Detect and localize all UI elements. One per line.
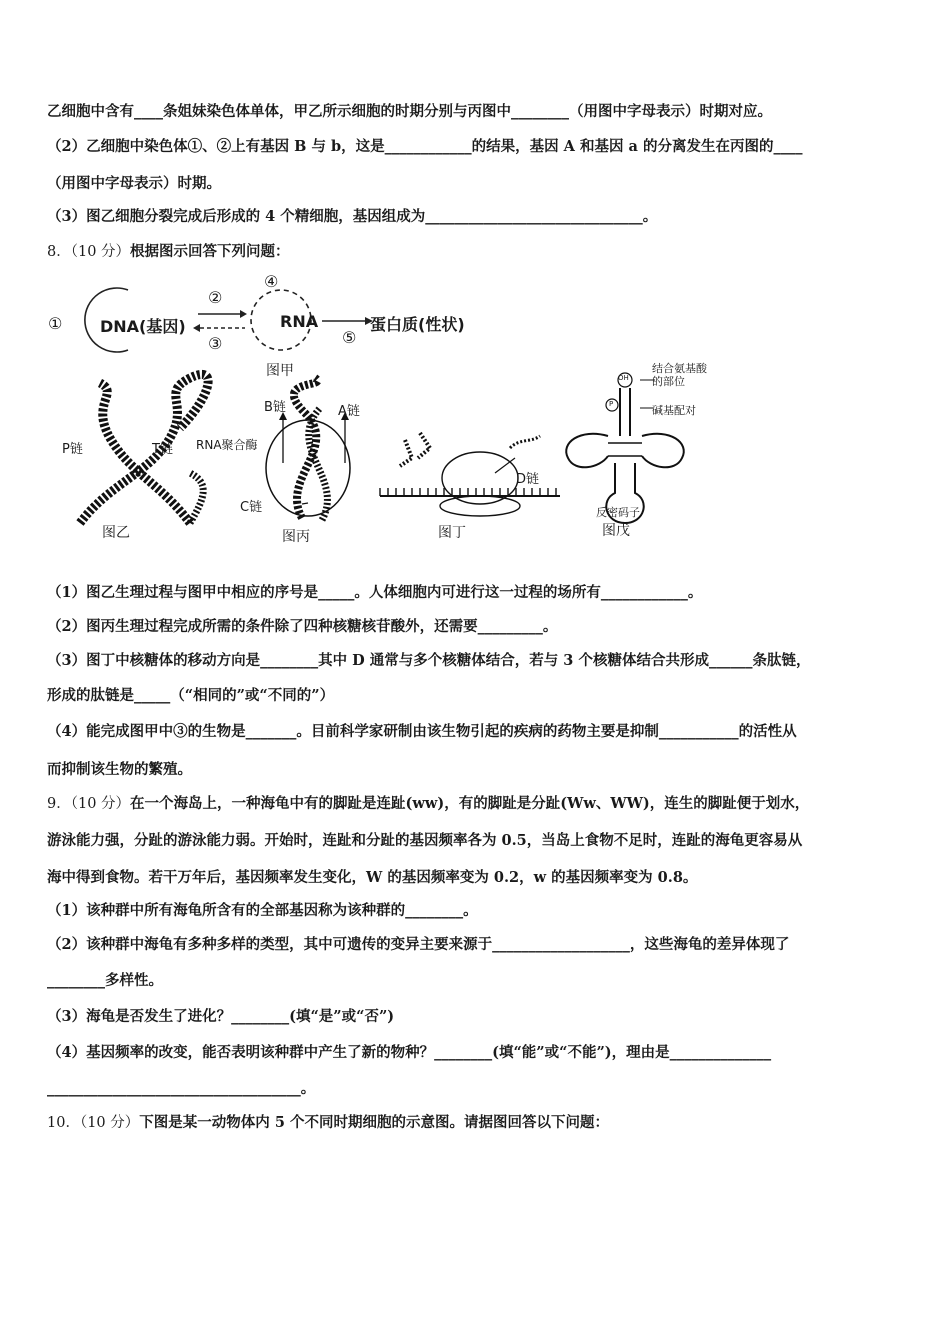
label-dna-gene: DNA(基因) xyxy=(100,317,186,336)
label-p-chain: P链 xyxy=(62,442,83,457)
label-anticodon: 反密码子 xyxy=(596,506,640,519)
text-line: （3）海龟是否发生了进化？________(填“是”或“否”) xyxy=(47,1008,395,1025)
text-line: （2）图丙生理过程完成所需的条件除了四种核糖核苷酸外，还需要_________。 xyxy=(47,618,558,635)
label-oh: OH xyxy=(618,374,629,382)
biology-figure xyxy=(40,268,920,558)
label-protein-trait: 蛋白质(性状) xyxy=(370,315,465,334)
text-line: （1）图乙生理过程与图甲中相应的序号是_____。人体细胞内可进行这一过程的场所有____________。 xyxy=(47,584,703,601)
text-line: （3）图乙细胞分裂完成后形成的 4 个精细胞，基因组成为______________________________。 xyxy=(47,208,658,225)
text-line: 游泳能力强，分趾的游泳能力弱。开始时，连趾和分趾的基因频率各为 0.5，当岛上食物不足时，连趾的海龟更容易从 xyxy=(47,832,803,849)
label-rna-polymerase: RNA聚合酶 xyxy=(196,438,258,452)
text-line: 乙细胞中含有____条姐妹染色体单体，甲乙所示细胞的时期分别与丙图中________（用图中字母表示）时期对应。 xyxy=(47,103,772,120)
label-circle-5: ⑤ xyxy=(342,328,357,347)
label-t-chain: T链 xyxy=(152,442,173,457)
text-line: （1）该种群中所有海龟所含有的全部基因称为该种群的________。 xyxy=(47,902,478,919)
text-line: 海中得到食物。若干万年后，基因频率发生变化，W 的基因频率变为 0.2，w 的基因频率变为 0.8。 xyxy=(47,869,698,886)
label-circle-1: ① xyxy=(48,314,63,333)
question-number: 10． xyxy=(47,1115,80,1131)
question-8-header xyxy=(47,242,290,262)
caption-bing: 图丙 xyxy=(282,529,310,545)
figure-drawing xyxy=(40,268,920,558)
text-line: 而抑制该生物的繁殖。 xyxy=(47,761,192,778)
text-line: （4）基因频率的改变，能否表明该种群中产生了新的物种？________(填“能”或“不能”)，理由是______________ xyxy=(47,1044,772,1061)
label-base-pairing: 碱基配对 xyxy=(652,404,696,417)
text-line: （3）图丁中核糖体的移动方向是________其中 D 通常与多个核糖体结合，若与 3 个核糖体结合共形成______条肽链， xyxy=(47,652,811,669)
caption-wu: 图戊 xyxy=(602,523,630,539)
label-circle-3: ③ xyxy=(208,334,223,353)
question-number: 9． xyxy=(47,796,71,812)
text-line: （2）乙细胞中染色体①、②上有基因 B 与 b，这是____________的结果，基因 A 和基因 a 的分离发生在丙图的____ xyxy=(47,138,803,155)
question-9-header xyxy=(47,794,809,814)
text-line: ___________________________________。 xyxy=(47,1080,316,1097)
question-stem: 根据图示回答下列问题： xyxy=(130,243,290,260)
question-10-header xyxy=(47,1113,609,1133)
caption-yi: 图乙 xyxy=(102,525,130,541)
text-line: （2）该种群中海龟有多种多样的类型，其中可遗传的变异主要来源于___________________，这些海龟的差异体现了 xyxy=(47,936,790,953)
label-amino-acid-site: 结合氨基酸的部位 xyxy=(652,362,707,388)
label-d-chain: D链 xyxy=(516,472,540,487)
label-circle-4: ④ xyxy=(264,272,279,291)
figure-yi-double-helix xyxy=(80,374,208,523)
text-line: （用图中字母表示）时期。 xyxy=(47,175,221,192)
question-points: （10 分） xyxy=(79,1115,140,1131)
label-p: P xyxy=(609,400,614,408)
label-circle-2: ② xyxy=(208,288,223,307)
question-points: （10 分） xyxy=(70,796,131,812)
caption-ding: 图丁 xyxy=(438,525,466,541)
label-c-chain: C链 xyxy=(240,500,263,515)
question-number: 8． xyxy=(47,244,71,260)
label-a-chain: A链 xyxy=(338,404,360,419)
question-stem: 下图是某一动物体内 5 个不同时期细胞的示意图。请据图回答以下问题： xyxy=(139,1114,609,1131)
question-points: （10 分） xyxy=(70,244,131,260)
question-stem: 在一个海岛上，一种海龟中有的脚趾是连趾(ww)，有的脚趾是分趾(Ww、WW)，连生的脚趾便于划水， xyxy=(130,795,810,812)
text-line: （4）能完成图甲中③的生物是_______。目前科学家研制由该生物引起的疾病的药物主要是抑制___________的活性从 xyxy=(47,723,797,740)
caption-jia: 图甲 xyxy=(266,363,294,379)
text-line: 形成的肽链是_____（“相同的”或“不同的”） xyxy=(47,687,335,704)
figure-wu-trna xyxy=(566,373,684,523)
text-line: ________多样性。 xyxy=(47,972,163,989)
label-b-chain: B链 xyxy=(264,400,286,415)
label-rna: RNA xyxy=(280,312,319,331)
